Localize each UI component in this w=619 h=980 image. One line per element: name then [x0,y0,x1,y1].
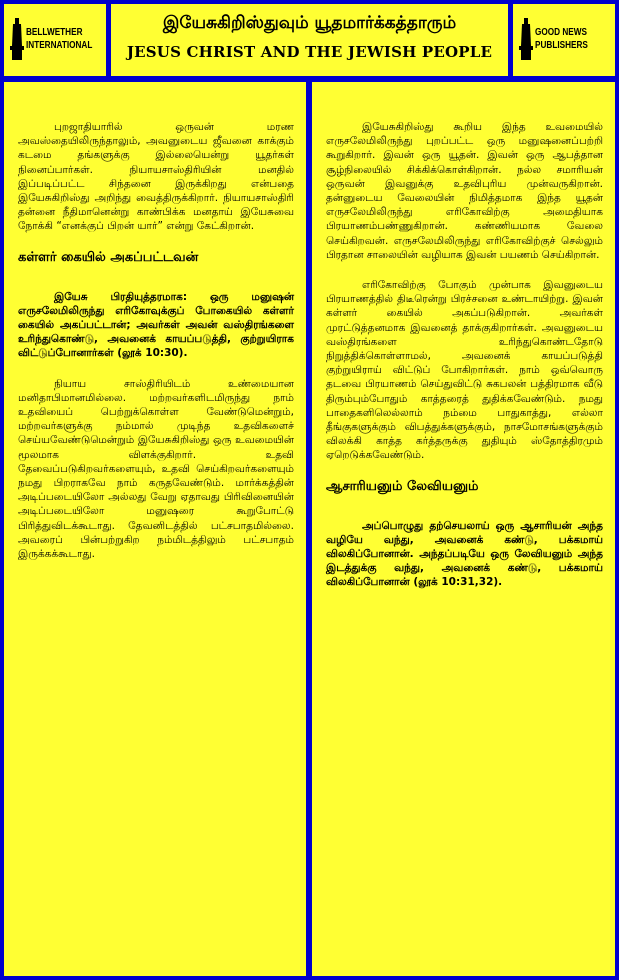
bellwether-logo [4,4,106,76]
right-paragraph-1: இயேசுகிறிஸ்து கூறிய இந்த உவமையில் எருசலேமிலிருந்து புறப்பட்ட ஒரு மனுஷனைப்பற்றி கூறுகிறார். இவன் ஒரு யூதன். இவன் ஒரு ஆபத்தான சூழ்நிலையில் சிக்கிக்கொள்கிறான். நல்ல சமாரியன் ஒருவன் இவனுக்கு உதவிபுரிய முன்வருகிறான். தன்னுடைய வேலையின் நிமித்தமாக இந்த யூதன் எருசலேமிலிருந்து எரிகோவிற்கு அமைதியாக பிரயாணம்பண்ணுகிறான். கண்ணியமாக வேலை செய்கிறவன். எருசலேமிலிருந்து எரிகோவிற்குச் செல்லும் பிரதான சாலையின் வழியாக இவன் பயணம் செய்கிறான். [326,121,603,261]
bell-figure-icon [10,18,24,60]
good-news-logo [513,4,615,76]
left-paragraph-1: புறஜாதியாரில் ஒருவன் மரண அவஸ்தையிலிருந்தாலும், அவனுடைய ஜீவனை காக்கும் கடமை தங்களுக்கு இல்லையென்று யூதர்கள் நினைப்பார்கள். நியாயசாஸ்திரியின் மனதில் இப்படிப்பட்ட சிந்தனை இருக்கிறது என்பதை இயேசுகிறிஸ்து அறிந்து வைத்திருக்கிறார். நியாயசாஸ்திரி தன்னை நீதிமானென்று காண்பிக்க மனதாய் இயேசுவை நோக்கி “எனக்குப் பிறன் யார்” என்று கேட்கிறான். [18,121,294,233]
left-scripture: இயேசு பிரதியுத்தரமாக: ஒரு மனுஷன் எருசலேமிலிருந்து எரிகோவுக்குப் போகையில் கள்ளர் கையில் அகப்பட்டான்; அவர்கள் அவன் வஸ்திரங்களை உரிந்துகொண்டு, அவனைக் காயப்படுத்தி, குற்றுயிராக விட்டுப்போனார்கள் (லூக் 10:30). [18,290,294,360]
right-heading: ஆசாரியனும் லேவியனும் [326,478,479,494]
page-title-english: JESUS CHRIST AND THE JEWISH PEOPLE [126,43,493,61]
page-title-panel [111,4,508,76]
left-heading: கள்ளர் கையில் அகப்பட்டவன் [18,249,199,265]
right-paragraph-2: எரிகோவிற்கு போகும் முன்பாக இவனுடைய பிரயாணத்தில் திடீரென்று பிரச்சனை உண்டாயிற்று. இவன் கள்ளர் கையில் அகப்படுகிறான். அவர்கள் முரட்டுத்தனமாக இவனைத் தாக்குகிறார்கள். அவனுடைய வஸ்திரங்களை உரிந்துகொண்டதோடு நிறுத்திக்கொள்ளாமல், அவனைக் காயப்படுத்தி குற்றுயிராய் விட்டுப் போகிறார்கள். நாம் ஒவ்வொரு தடவை பிரயாணம் செய்துவிட்டு சுகபலன் பத்திரமாக வீடு திரும்பும்போதும் காத்தரைத் துதிக்கவேண்டும். நமது பாதைகளிலெல்லாம் நம்மை பாதுகாத்து, எல்லா தீங்குகளுக்கும் விபத்துக்களுக்கும், நாசமோசங்களுக்கும் விலக்கி காத்த கர்த்தருக்கு துதியும் ஸ்தோத்திரமும் ஏறெடுக்கவேண்டும். [326,279,603,462]
right-column [312,82,615,976]
bell-figure-icon [519,18,533,60]
left-column [4,82,306,976]
bellwether-logo-text: BELLWETHER INTERNATIONAL [26,27,93,51]
right-scripture: அப்பொழுது தற்செயலாய் ஒரு ஆசாரியன் அந்த வழியே வந்து, அவனைக் கண்டு, பக்கமாய் விலகிப்போனான். அந்தப்படியே ஒரு லேவியனும் அந்த இடத்துக்கு வந்து, அவனைக் கண்டு, பக்கமாய் விலகிப்போனான் (லூக் 10:31,32). [326,519,603,589]
good-news-logo-text: GOOD NEWS PUBLISHERS [535,27,588,51]
page-title-tamil: இயேசுகிறிஸ்துவும் யூதமார்க்கத்தாரும் [162,13,457,33]
left-paragraph-2: நியாய சாஸ்திரியிடம் உண்மையான மனிதாபிமானமில்லை. மற்றவர்களிடமிருந்து நாம் உதவியைப் பெற்றுக்கொள்ள வேண்டுமென்றும், மற்றவர்களுக்கு நம்மால் முடிந்த உதவிகளைச் செய்யவேண்டுமென்றும் இயேசுகிறிஸ்து ஒரு உவமையின் மூலமாக விளக்குகிறார். உதவி தேவைப்படுகிறவர்களையும், உதவி செய்கிறவர்களையும் நமது பிறராகவே நாம் கருதவேண்டும். மார்க்கத்தின் அடிப்படையிலோ அல்லது வேறு ஏதாவது பிரிவினையின் அடிப்படையிலோ மனுஷரை கூறுபோட்டு பிரித்துவிடக்கூடாது. தேவனிடத்தில் பட்சபாதமில்லை. அவரைப் பின்பற்றுகிற நம்மிடத்திலும் பட்சபாதம் இருக்கக்கூடாது. [18,377,294,561]
